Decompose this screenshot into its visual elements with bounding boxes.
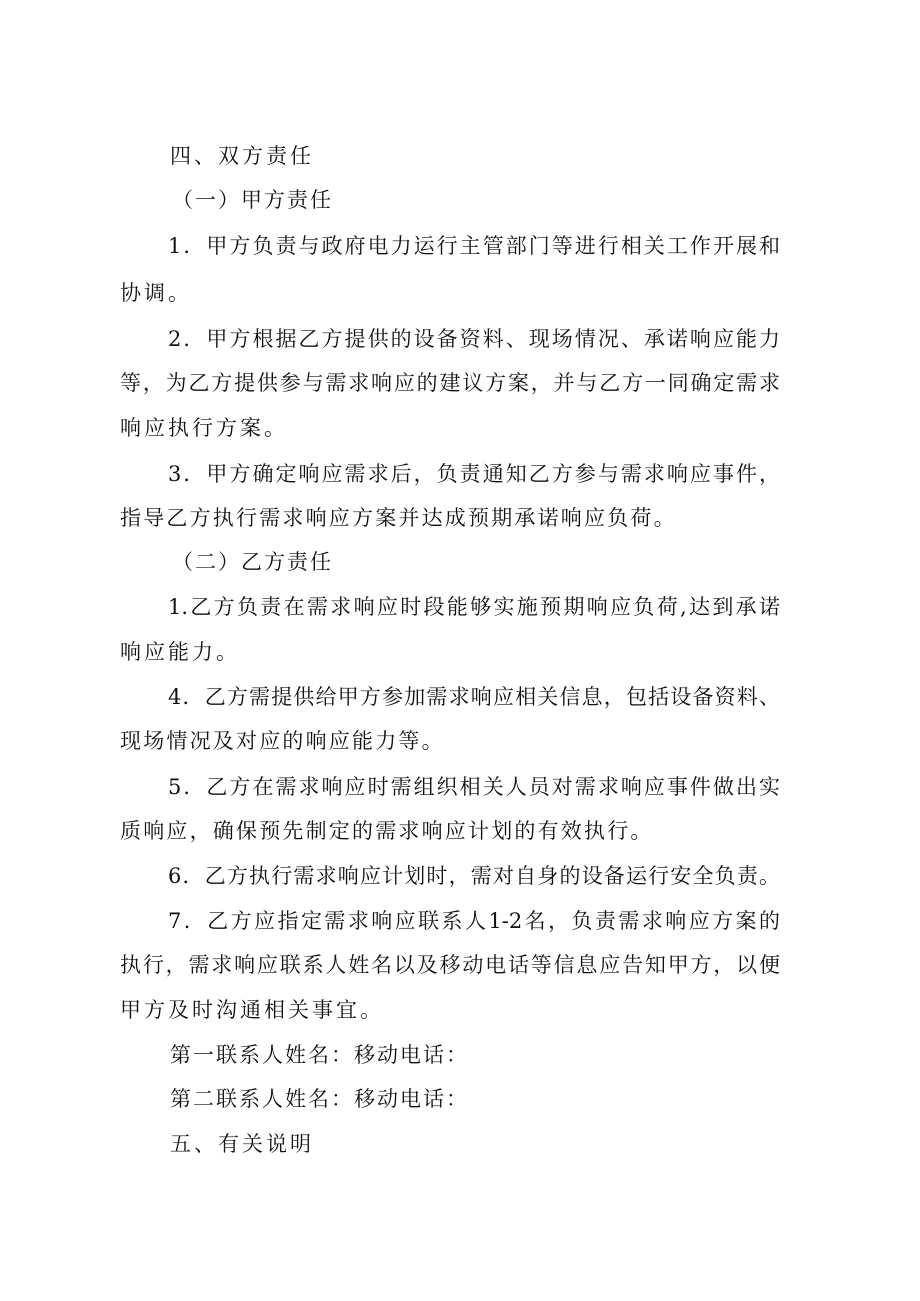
clause-b1-line-1: 1.乙方负责在需求响应时段能够实施预期响应负荷,达到承诺	[168, 595, 780, 619]
clause-b1-line-2: 响应能力。	[120, 640, 240, 664]
section-5-title: 五、有关说明	[170, 1132, 314, 1156]
party-a-title: （一）甲方责任	[172, 188, 333, 212]
clause-b5-line-1: 5．乙方在需求响应时需组织相关人员对需求响应事件做出实	[168, 775, 780, 799]
clause-b4-line-1: 4．乙方需提供给甲方参加需求响应相关信息，包括设备资料、	[168, 685, 780, 709]
contact-1-line: 第一联系人姓名：移动电话：	[170, 1043, 469, 1067]
clause-b7-line-3: 甲方及时沟通相关事宜。	[120, 998, 384, 1022]
clause-b6-line-1: 6．乙方执行需求响应计划时，需对自身的设备运行安全负责。	[168, 864, 780, 888]
clause-b7-line-1: 7．乙方应指定需求响应联系人1-2名，负责需求响应方案的	[168, 909, 780, 933]
section-4-title: 四、双方责任	[170, 144, 314, 168]
clause-a2-line-3: 响应执行方案。	[120, 416, 288, 440]
clause-a2-line-1: 2．甲方根据乙方提供的设备资料、现场情况、承诺响应能力	[168, 327, 780, 351]
clause-a2-line-2: 等，为乙方提供参与需求响应的建议方案，并与乙方一同确定需求	[120, 371, 780, 395]
clause-b5-line-2: 质响应，确保预先制定的需求响应计划的有效执行。	[120, 819, 654, 843]
party-b-title: （二）乙方责任	[172, 550, 333, 574]
clause-a3-line-1: 3．甲方确定响应需求后，负责通知乙方参与需求响应事件，	[168, 462, 780, 486]
clause-a1-line-1: 1．甲方负责与政府电力运行主管部门等进行相关工作开展和	[168, 234, 780, 258]
clause-b4-line-2: 现场情况及对应的响应能力等。	[120, 729, 445, 753]
contact-2-line: 第二联系人姓名：移动电话：	[170, 1087, 469, 1111]
clause-b7-line-2: 执行，需求响应联系人姓名以及移动电话等信息应告知甲方，以便	[120, 953, 780, 977]
clause-a3-line-2: 指导乙方执行需求响应方案并达成预期承诺响应负荷。	[120, 506, 677, 530]
clause-a1-line-2: 协调。	[120, 281, 192, 305]
